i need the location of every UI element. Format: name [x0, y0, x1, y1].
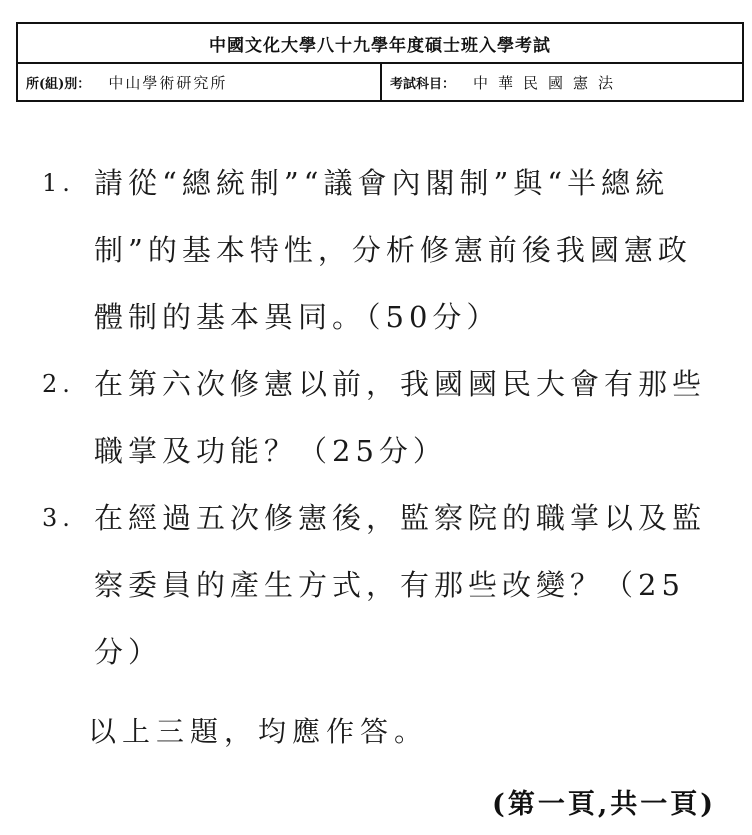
questions-list — [42, 150, 722, 686]
question-number: 3. — [42, 504, 75, 532]
institute-cell — [18, 64, 382, 100]
question-number: 1. — [42, 169, 75, 197]
subject-cell — [382, 64, 742, 100]
subject-value: 中華民國憲法 — [473, 73, 624, 92]
exam-header — [16, 22, 744, 102]
question-text: 請從“總統制”“議會內閣制”與“半總統制”的基本特性，分析修憲前後我國憲政體制的基本異同。（50分） — [94, 166, 692, 334]
institute-label: 所(組)別： — [26, 76, 91, 92]
page-indicator: (第一頁,共一頁) — [492, 789, 716, 820]
question-text: 在經過五次修憲後，監察院的職掌以及監察委員的產生方式，有那些改變？（25分） — [94, 501, 707, 669]
question-item — [42, 485, 722, 686]
question-number: 2. — [42, 370, 75, 398]
subject-label: 考試科目： — [390, 76, 456, 92]
question-text: 在第六次修憲以前，我國國民大會有那些職掌及功能？（25分） — [94, 367, 707, 468]
exam-title: 中國文化大學八十九學年度碩士班入學考試 — [18, 24, 742, 64]
institute-value: 中山學術研究所 — [108, 73, 228, 92]
closing-instruction: 以上三題，均應作答。 — [88, 715, 429, 748]
question-item — [42, 150, 722, 351]
question-item — [42, 351, 722, 485]
header-info-row — [18, 64, 742, 100]
